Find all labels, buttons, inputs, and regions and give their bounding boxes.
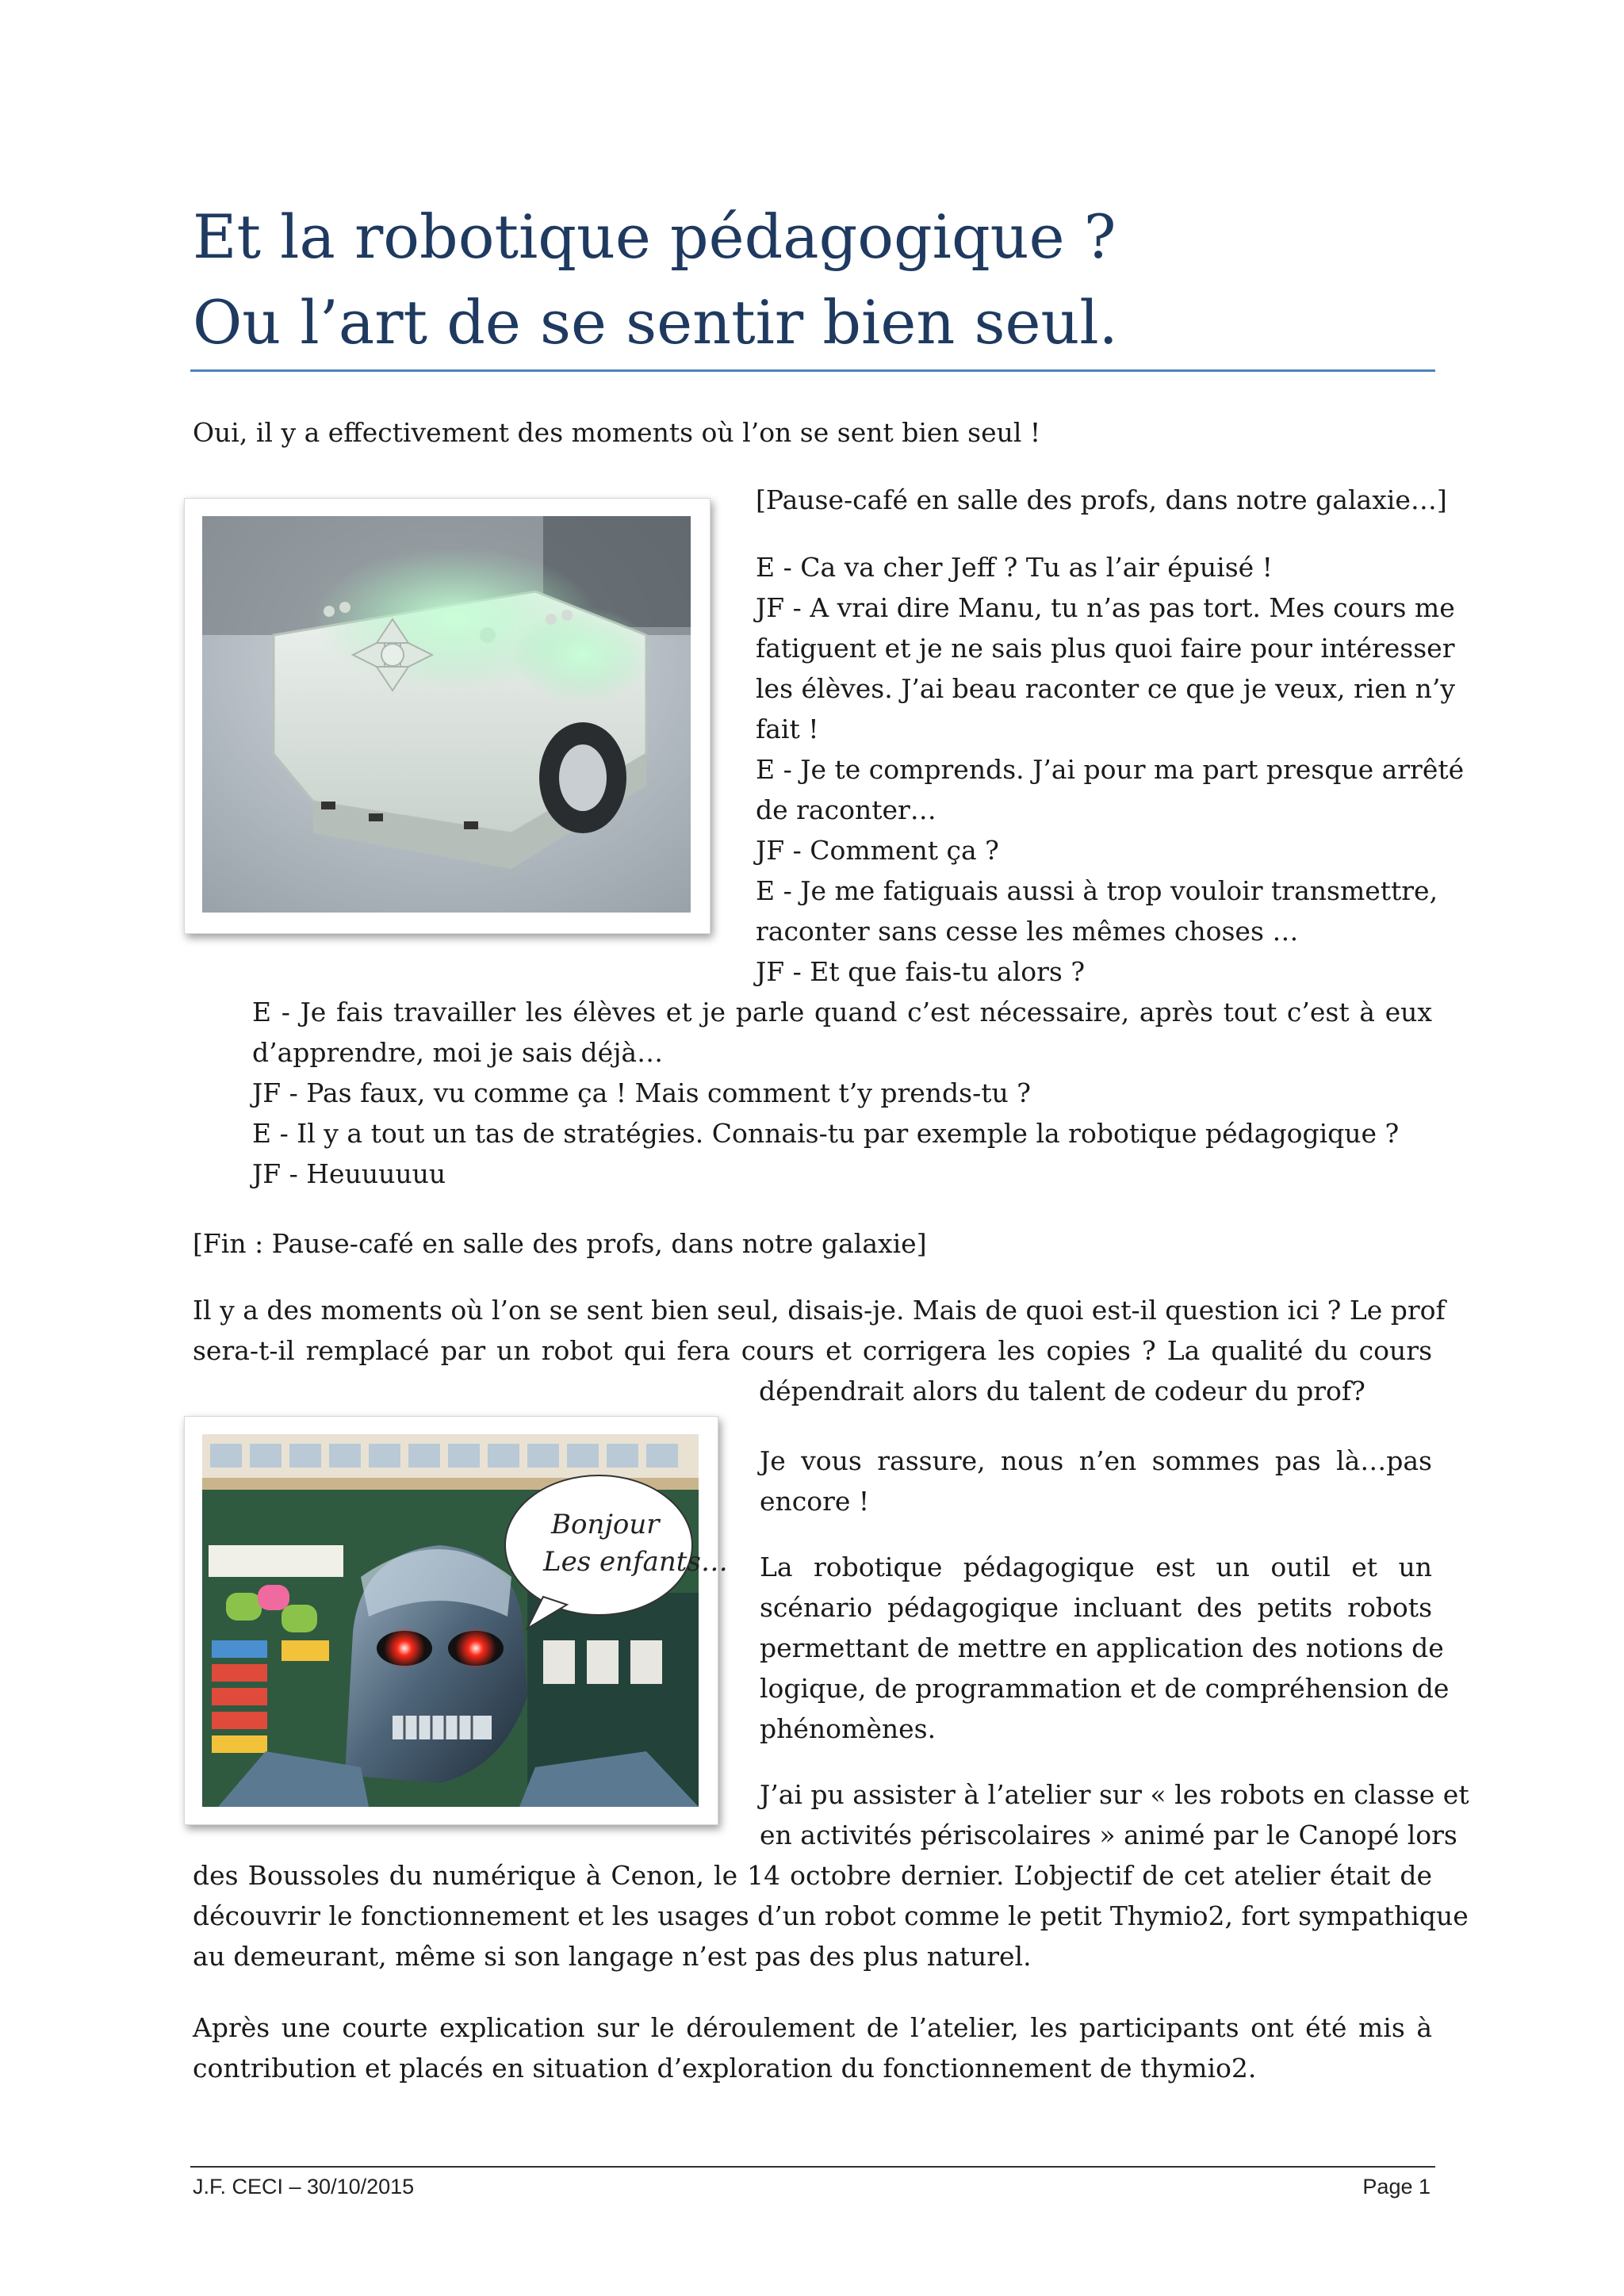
paragraph-workshop <box>193 1774 1469 1976</box>
bubble-line-2: Les enfants… <box>543 1546 728 1578</box>
bubble-line-1: Bonjour <box>551 1509 660 1540</box>
thymio-photo-frame <box>184 498 710 934</box>
classroom-robot-photo-frame <box>184 1416 728 1825</box>
classroom-robot-photo <box>202 1434 728 1807</box>
footer-author-date: J.F. CECI – 30/10/2015 <box>193 2175 415 2198</box>
dialogue-close-text: [Fin : Pause-café en salle des profs, dans notre galaxie] <box>193 1228 927 1259</box>
paragraph-after <box>193 2007 1432 2088</box>
paragraph-line: au demeurant, même si son langage n’est pas des plus naturel. <box>193 1941 1032 1972</box>
dialogue-line: E - Je me fatiguais aussi à trop vouloir transmettre, <box>756 875 1438 906</box>
dialogue-right-column <box>756 547 1465 992</box>
paragraph-alone <box>193 1290 1446 1411</box>
dialogue-line: raconter sans cesse les mêmes choses … <box>756 916 1299 947</box>
dialogue-line: JF - Heuuuuuu <box>252 1158 446 1189</box>
dialogue-closing <box>193 1223 927 1264</box>
paragraph-line: J’ai pu assister à l’atelier sur « les robots en classe et <box>760 1779 1469 1810</box>
dialogue-line: JF - A vrai dire Manu, tu n’as pas tort. Mes cours me <box>756 592 1455 623</box>
thymio-robot-image <box>202 516 691 913</box>
paragraph-line: des Boussoles du numérique à Cenon, le 14 octobre dernier. L’objectif de cet atelier était de <box>193 1860 1432 1891</box>
dialogue-line: de raconter… <box>756 794 936 825</box>
dialogue-line: E - Je fais travailler les élèves et je parle quand c’est nécessaire, après tout c’est à eux <box>252 997 1432 1027</box>
paragraph-line: découvrir le fonctionnement et les usages d’un robot comme le petit Thymio2, fort sympathique <box>193 1900 1469 1931</box>
paragraph-line: phénomènes. <box>760 1713 936 1744</box>
paragraph-line: Je vous rassure, nous n’en sommes pas là…pas <box>760 1445 1432 1476</box>
paragraph-line: dépendrait alors du talent de codeur du prof? <box>759 1376 1365 1406</box>
dialogue-line: JF - Comment ça ? <box>756 835 999 866</box>
dialogue-line: JF - Et que fais-tu alors ? <box>756 956 1086 987</box>
paragraph-line: La robotique pédagogique est un outil et un <box>760 1552 1432 1582</box>
dialogue-line: JF - Pas faux, vu comme ça ! Mais comment t’y prends-tu ? <box>252 1077 1031 1108</box>
paragraph-line: contribution et placés en situation d’exploration du fonctionnement de thymio2. <box>193 2053 1257 2084</box>
intro-paragraph <box>193 412 1040 453</box>
paragraph-line: Après une courte explication sur le déroulement de l’atelier, les participants ont été mis à <box>193 2012 1432 2043</box>
intro-text: Oui, il y a effectivement des moments où l’on se sent bien seul ! <box>193 417 1041 448</box>
paragraph-line: permettant de mettre en application des notions de <box>760 1632 1444 1663</box>
paragraph-line: en activités périscolaires » animé par le Canopé lors <box>760 1820 1457 1850</box>
paragraph-line: scénario pédagogique incluant des petits robots <box>760 1592 1432 1623</box>
classroom-robot-image <box>202 1434 728 1807</box>
paragraph-definition <box>760 1547 1450 1749</box>
dialogue-line: fatiguent et je ne sais plus quoi faire pour intéresser <box>756 633 1455 664</box>
dialogue-line: E - Il y a tout un tas de stratégies. Connais-tu par exemple la robotique pédagogique ? <box>252 1118 1400 1149</box>
paragraph-line: encore ! <box>760 1486 870 1517</box>
paragraph-line: logique, de programmation et de compréhension de <box>760 1673 1450 1704</box>
title-line-1: Et la robotique pédagogique ? <box>193 201 1116 272</box>
dialogue-line: fait ! <box>756 714 819 744</box>
dialogue-line: E - Je te comprends. J’ai pour ma part presque arrêté <box>756 754 1465 785</box>
page-title <box>193 194 1430 365</box>
dialogue-line: E - Ca va cher Jeff ? Tu as l’air épuisé ! <box>756 552 1273 583</box>
paragraph-line: Il y a des moments où l’on se sent bien seul, disais-je. Mais de quoi est-il question ici ? Le prof <box>193 1295 1446 1326</box>
dialogue-line: les élèves. J’ai beau raconter ce que je veux, rien n’y <box>756 673 1455 704</box>
paragraph-line: sera-t-il remplacé par un robot qui fera cours et corrigera les copies ? La qualité du cours <box>193 1335 1432 1366</box>
dialogue-open-text: [Pause-café en salle des profs, dans notre galaxie…] <box>756 484 1447 515</box>
thymio-robot-photo <box>202 516 691 913</box>
dialogue-opening <box>756 480 1447 520</box>
footer-page-number: Page 1 <box>1362 2175 1431 2198</box>
dialogue-full-width <box>252 992 1432 1194</box>
paragraph-reassure <box>760 1441 1432 1521</box>
title-underline <box>190 369 1435 372</box>
footer-rule <box>190 2166 1435 2168</box>
dialogue-line: d’apprendre, moi je sais déjà… <box>252 1037 664 1068</box>
title-line-2: Ou l’art de se sentir bien seul. <box>193 287 1118 358</box>
